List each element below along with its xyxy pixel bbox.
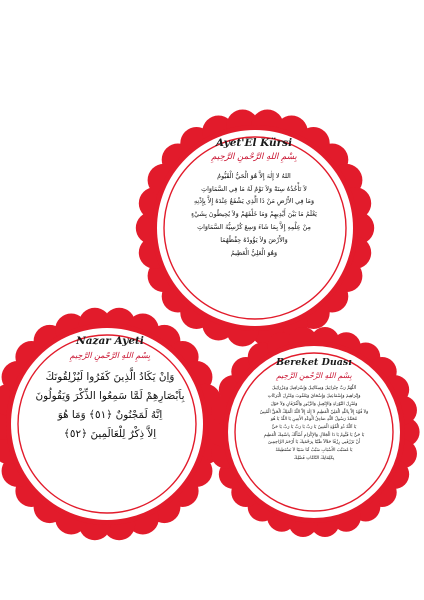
prayer-line: بِاَبْصَارِهِمْ لَمَّا سَمِعُوا الذِّكْرَ وَيَقُولُونَ	[35, 390, 185, 403]
prayer-line: بِكَلِمَاتِكَ التَّامَّاتِ فَضْلِكَ	[293, 455, 335, 461]
basmala-calligraphy: بِسْمِ اللهِ الرَّحْمنِ الرَّحِيمِ	[211, 151, 297, 162]
prayer-line: مُحَمَّدٌ رَسُولُ اللّٰهِ صَادِقُ الْوَعْدِ الأَمِينِ يَا اللّٰهُ يَا هُوَ	[270, 417, 358, 423]
prayer-line: لاَ تَأْخُذُهُ سِنَةٌ وَلاَ نَوْمٌ لَهُ مَا فِي السَّمَاوَاتِ	[201, 184, 307, 193]
prayer-line: وَإِبْرَاهِيمَ وَإِسْمَاعِيلَ وَإِسْحَاقَ وَيَعْقُوبَ وَمُنْزِلَ الْبَرَكَاتِ	[267, 394, 361, 400]
basmala-calligraphy: بِسْمِ اللهِ الرَّحْمنِ الرَّحِيمِ	[276, 371, 352, 381]
prayer-line: يَا حَيُّ يَا قَيُّومُ يَا ذَا الْجَلاَلِ وَالإِكْرَامِ أَسْأَلُكَ بِاسْمِكَ الْعَظِيمِ	[263, 432, 365, 438]
medallion-title: Bereket Duası	[276, 357, 352, 368]
prayer-line: وَمَا فِي الأَرْضِ مَنْ ذَا الَّذِي يَشْفَعُ عِنْدَهُ إِلاَّ بِإِذْنِهِ	[193, 197, 315, 206]
prayer-line: وَهُوَ الْعَلِيُّ الْعَظِيمُ	[230, 248, 278, 257]
prayer-line: وَمُنْزِلَ التَّوْرَاةِ وَالإِنْجِيلِ وَالزَّبُورِ وَالْفُرْقَانِ وَلاَ حَوْلَ	[270, 401, 358, 407]
prayer-text	[246, 385, 382, 462]
prayer-line: يَا مُسَبِّبَ الأَسْبَابِ سَبِّبْ لَنَا سَبَبًا لاَ نَسْتَطِيعُهُ	[275, 448, 353, 454]
prayer-line: يَا اَللّٰهُ ذُو الْقُوَّةِ الْمَتِينُ يَا رَبِّ يَا رَبِّ يَا رَبِّ يَا حَيُّ	[271, 424, 357, 430]
prayer-text	[170, 170, 338, 260]
ayetel-kursi-panel	[170, 138, 338, 259]
prayer-line: اللهُ لا إِلٰهَ إِلاَّ هُوَ الْحَيُّ الْقَيُّومُ	[217, 171, 291, 180]
prayer-line: اِنَّهُ لَمَجْنُونٌ ﴿٥١﴾ وَمَا هُوَ	[57, 409, 163, 422]
prayer-line: مِنْ عِلْمِهِ إِلاَّ بِمَا شَاءَ وَسِعَ كُرْسِيُّهُ السَّمَاوَاتِ	[197, 222, 311, 231]
prayer-line: وَالأَرْضَ وَلاَ يَؤُودُهُ حِفْظُهُمَا	[220, 235, 288, 244]
nazar-ayeti-panel	[30, 336, 190, 444]
prayer-line: وَلاَ قُوَّةَ إِلاَّ بِاللّٰهِ الْعَلِيِّ الْعَظِيمِ لاَ إِلٰهَ إِلاَّ اللّٰهُ الْمَلِكُ الْحَقُّ الْمُبِينُ	[259, 409, 369, 415]
prayer-line: اَللّٰهُمَّ رَبَّ جِبْرَائِيلَ وَمِيكَائِيلَ وَإِسْرَافِيلَ وَعِزْرَائِيلَ	[271, 386, 357, 392]
prayer-line: اِلاَّ ذِكْرٌ لِلْعَالَمِينَ ﴿٥٢﴾	[63, 428, 157, 441]
medallion-title: Nazar Ayeti	[76, 335, 144, 347]
basmala-calligraphy: بِسْمِ اللهِ الرَّحْمنِ الرَّحِيمِ	[69, 350, 151, 360]
medallion-title: Ayet'El Kürsi	[215, 137, 293, 149]
prayer-text	[30, 368, 190, 444]
prayer-line: أَنْ تَرْزُقَنِي رِزْقًا حَلاَلاً طَيِّبًا بِرَحْمَتِكَ يَا أَرْحَمَ الرَّاحِمِينَ	[267, 440, 361, 446]
prayer-line: وَاِنْ يَكَادُ الَّذِينَ كَفَرُوا لَيُزْلِقُونَكَ	[45, 371, 175, 384]
bereket-duasi-panel	[246, 358, 382, 462]
prayer-line: يَعْلَمُ مَا بَيْنَ أَيْدِيهِمْ وَمَا خَلْفَهُمْ وَلاَ يُحِيطُونَ بِشَيْءٍ	[191, 210, 317, 219]
